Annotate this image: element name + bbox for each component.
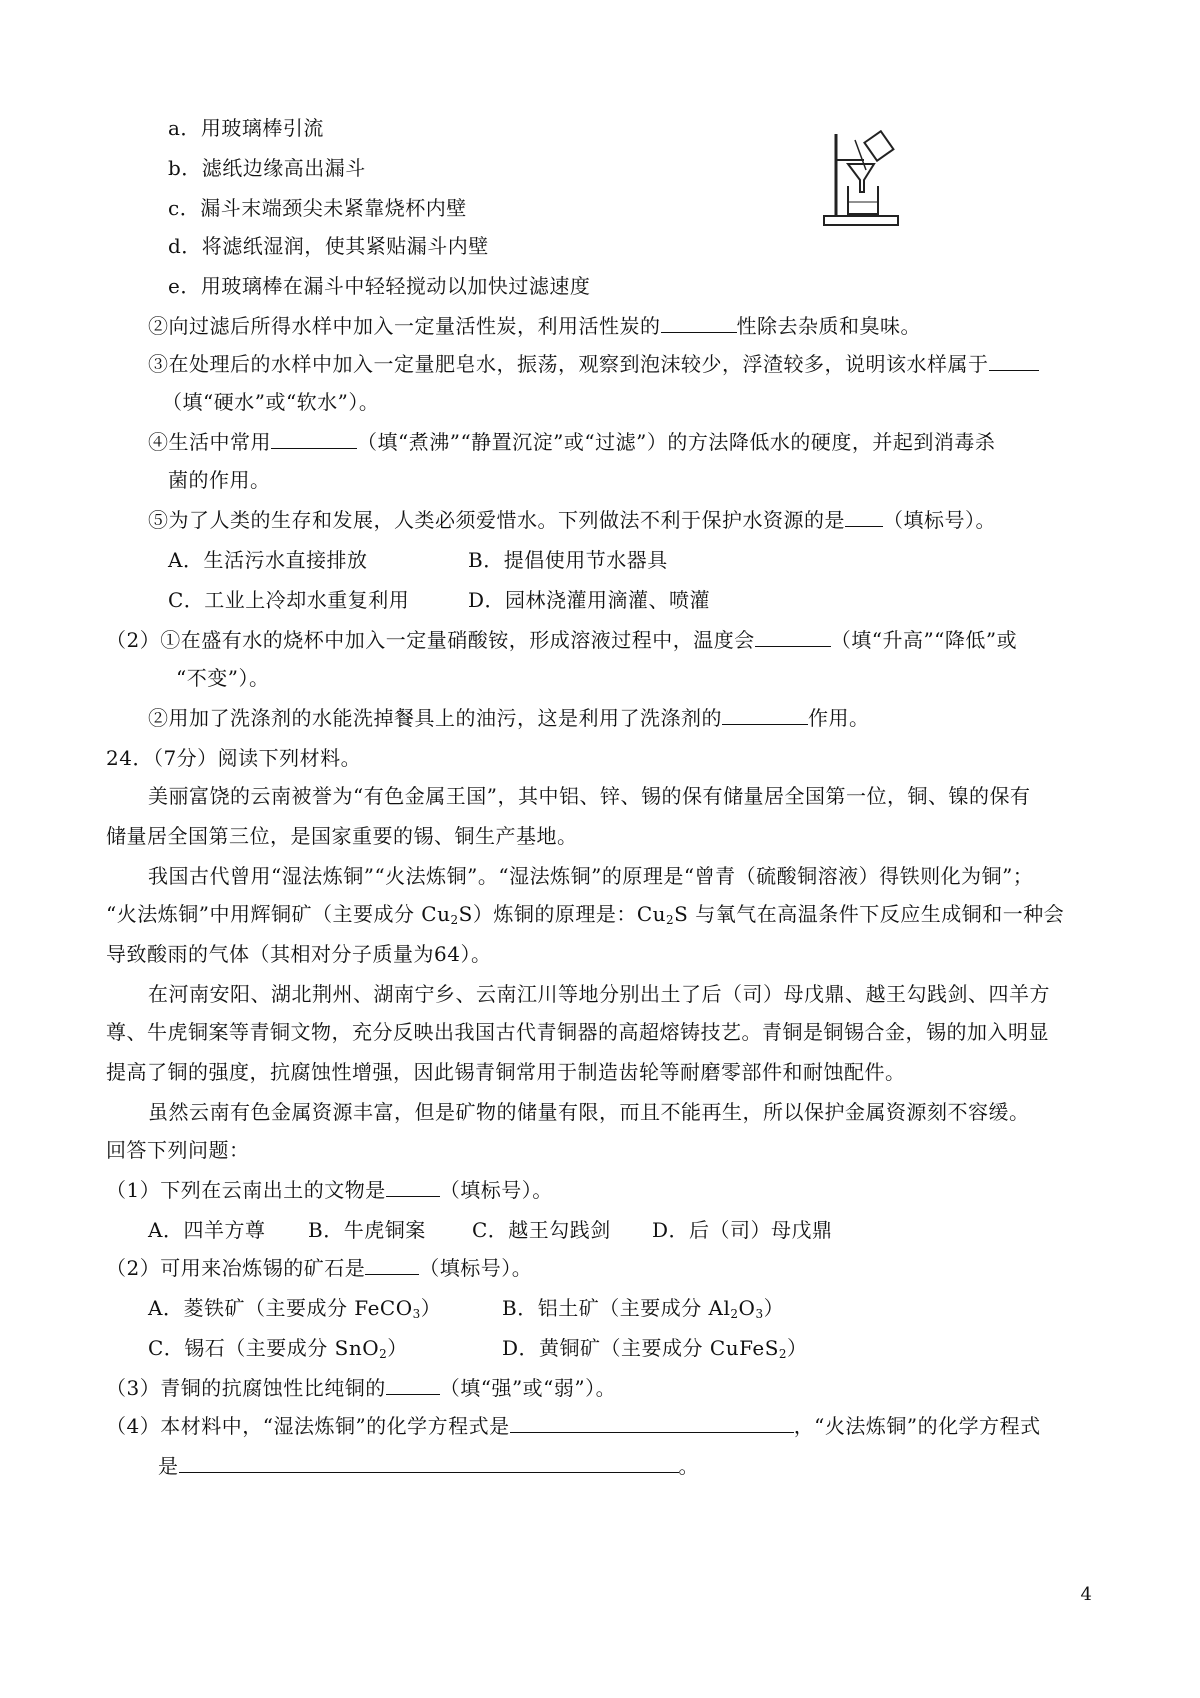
text: S）炼铜的原理是：Cu bbox=[458, 902, 667, 926]
part-2-question-2 bbox=[148, 704, 870, 732]
text: ） bbox=[787, 1336, 808, 1360]
option-d: d．将滤纸湿润，使其紧贴漏斗内壁 bbox=[168, 234, 489, 258]
question-24-heading: 24．（7分）阅读下列材料。 bbox=[106, 746, 362, 770]
answer-blank[interactable] bbox=[365, 1254, 419, 1275]
question-text: （填“煮沸”“静置沉淀”或“过滤”）的方法降低水的硬度，并起到消毒杀 bbox=[357, 430, 996, 454]
question-text: 。 bbox=[678, 1454, 699, 1478]
text: O bbox=[738, 1296, 756, 1320]
question-text: 作用。 bbox=[808, 706, 870, 730]
filtration-apparatus-figure bbox=[822, 130, 902, 230]
choice-B: B．提倡使用节水器具 bbox=[468, 548, 668, 572]
material-para-2-end: 导致酸雨的气体（其相对分子质量为64）。 bbox=[106, 942, 492, 966]
option-c: c．漏斗末端颈尖未紧靠烧杯内壁 bbox=[168, 196, 467, 220]
subscript: 3 bbox=[412, 1307, 421, 1321]
text: ） bbox=[763, 1296, 785, 1320]
text: ） bbox=[387, 1336, 408, 1360]
answer-blank[interactable] bbox=[661, 312, 737, 333]
q24-q1-choice-D: D．后（司）母戊鼎 bbox=[652, 1218, 833, 1242]
question-text: （填标号）。 bbox=[419, 1256, 533, 1280]
answer-blank[interactable] bbox=[755, 626, 831, 647]
question-text: ②向过滤后所得水样中加入一定量活性炭，利用活性炭的 bbox=[148, 314, 661, 338]
answer-blank[interactable] bbox=[510, 1412, 794, 1433]
question-text: （填标号）。 bbox=[883, 508, 996, 532]
material-para-1-cont: 储量居全国第三位，是国家重要的锡、铜生产基地。 bbox=[106, 824, 578, 848]
q24-question-2 bbox=[106, 1254, 532, 1282]
material-para-3-end: 提高了铜的强度，抗腐蚀性增强，因此锡青铜常用于制造齿轮等耐磨零部件和耐蚀配件。 bbox=[106, 1060, 906, 1084]
question-text: （填“升高”“降低”或 bbox=[830, 628, 1018, 652]
q24-question-4 bbox=[106, 1412, 1041, 1440]
q24-q2-choice-A bbox=[148, 1294, 441, 1328]
answer-blank[interactable] bbox=[845, 506, 883, 527]
text: C．锡石（主要成分 SnO bbox=[148, 1336, 380, 1360]
text: S 与氧气在高温条件下反应生成铜和一种会 bbox=[674, 902, 1065, 926]
q24-q1-choice-B: B．牛虎铜案 bbox=[308, 1218, 426, 1242]
question-4 bbox=[148, 428, 995, 456]
question-text: （1）下列在云南出土的文物是 bbox=[106, 1178, 386, 1202]
question-text: （2）①在盛有水的烧杯中加入一定量硝酸铵，形成溶液过程中，温度会 bbox=[106, 628, 755, 652]
text: “火法炼铜”中用辉铜矿（主要成分 Cu bbox=[106, 902, 451, 926]
question-text: （2）可用来冶炼锡的矿石是 bbox=[106, 1256, 366, 1280]
question-text: ②用加了洗涤剂的水能洗掉餐具上的油污，这是利用了洗涤剂的 bbox=[148, 706, 722, 730]
subscript: 3 bbox=[755, 1307, 764, 1321]
question-text: ，“火法炼铜”的化学方程式 bbox=[793, 1414, 1041, 1438]
q24-question-1 bbox=[106, 1176, 553, 1204]
text: B．铝土矿（主要成分 Al bbox=[502, 1296, 731, 1320]
q24-q1-choice-A: A．四羊方尊 bbox=[148, 1218, 266, 1242]
question-3 bbox=[148, 350, 1039, 378]
answer-blank[interactable] bbox=[386, 1176, 440, 1197]
choice-D: D．园林浇灌用滴灌、喷灌 bbox=[468, 588, 711, 612]
question-4-cont: 菌的作用。 bbox=[168, 468, 271, 492]
text: ） bbox=[420, 1296, 442, 1320]
question-text: （填标号）。 bbox=[439, 1178, 553, 1202]
option-b: b．滤纸边缘高出漏斗 bbox=[168, 156, 366, 180]
question-text: （4）本材料中，“湿法炼铜”的化学方程式是 bbox=[106, 1414, 510, 1438]
material-para-1: 美丽富饶的云南被誉为“有色金属王国”，其中铝、锌、锡的保有储量居全国第一位，铜、镍的保有 bbox=[148, 784, 1031, 808]
q24-q1-choice-C: C．越王勾践剑 bbox=[472, 1218, 611, 1242]
question-2 bbox=[148, 312, 921, 340]
answer-prompt: 回答下列问题： bbox=[106, 1138, 250, 1162]
page-number: 4 bbox=[1080, 1584, 1092, 1605]
question-5 bbox=[148, 506, 996, 534]
choice-C: C．工业上冷却水重复利用 bbox=[168, 588, 410, 612]
question-text: 性除去杂质和臭味。 bbox=[736, 314, 921, 338]
text: A．菱铁矿（主要成分 FeCO bbox=[148, 1296, 413, 1320]
question-text: ④生活中常用 bbox=[148, 430, 271, 454]
q24-question-3 bbox=[106, 1374, 616, 1402]
part-2-question-1-cont: “不变”）。 bbox=[176, 666, 270, 690]
answer-blank[interactable] bbox=[722, 704, 808, 725]
material-para-2-cont bbox=[106, 900, 1064, 934]
answer-blank[interactable] bbox=[271, 428, 357, 449]
material-para-3: 在河南安阳、湖北荆州、湖南宁乡、云南江川等地分别出土了后（司）母戊鼎、越王勾践剑、四羊方 bbox=[148, 982, 1050, 1006]
q24-q2-choice-D bbox=[502, 1334, 808, 1368]
question-3-cont: （填“硬水”或“软水”）。 bbox=[162, 390, 380, 414]
option-e: e．用玻璃棒在漏斗中轻轻搅动以加快过滤速度 bbox=[168, 274, 591, 298]
subscript: 2 bbox=[450, 913, 459, 927]
material-para-4: 虽然云南有色金属资源丰富，但是矿物的储量有限，而且不能再生，所以保护金属资源刻不容缓。 bbox=[148, 1100, 1030, 1124]
subscript: 2 bbox=[778, 1347, 788, 1361]
question-text: 是 bbox=[158, 1454, 179, 1478]
answer-blank[interactable] bbox=[179, 1452, 679, 1473]
question-text: ⑤为了人类的生存和发展，人类必须爱惜水。下列做法不利于保护水资源的是 bbox=[148, 508, 845, 532]
q24-question-4-cont bbox=[158, 1452, 699, 1480]
answer-blank[interactable] bbox=[386, 1374, 440, 1395]
subscript: 2 bbox=[730, 1307, 739, 1321]
subscript: 2 bbox=[666, 913, 675, 927]
text: D．黄铜矿（主要成分 CuFeS bbox=[502, 1336, 779, 1360]
question-text: （3）青铜的抗腐蚀性比纯铜的 bbox=[106, 1376, 386, 1400]
q24-q2-choice-B bbox=[502, 1294, 784, 1328]
question-text: （填“强”或“弱”）。 bbox=[439, 1376, 617, 1400]
question-text: ③在处理后的水样中加入一定量肥皂水，振荡，观察到泡沫较少，浮渣较多，说明该水样属于 bbox=[148, 352, 989, 376]
answer-blank[interactable] bbox=[989, 350, 1039, 371]
choice-A: A．生活污水直接排放 bbox=[168, 548, 368, 572]
material-para-3-cont: 尊、牛虎铜案等青铜文物，充分反映出我国古代青铜器的高超熔铸技艺。青铜是铜锡合金，锡的加入明显 bbox=[106, 1020, 1049, 1044]
subscript: 2 bbox=[379, 1347, 388, 1361]
material-para-2: 我国古代曾用“湿法炼铜”“火法炼铜”。“湿法炼铜”的原理是“曾青（硫酸铜溶液）得铁则化为铜”； bbox=[148, 864, 1034, 888]
q24-q2-choice-C bbox=[148, 1334, 408, 1368]
part-2-question-1 bbox=[106, 626, 1017, 654]
option-a: a．用玻璃棒引流 bbox=[168, 116, 324, 140]
